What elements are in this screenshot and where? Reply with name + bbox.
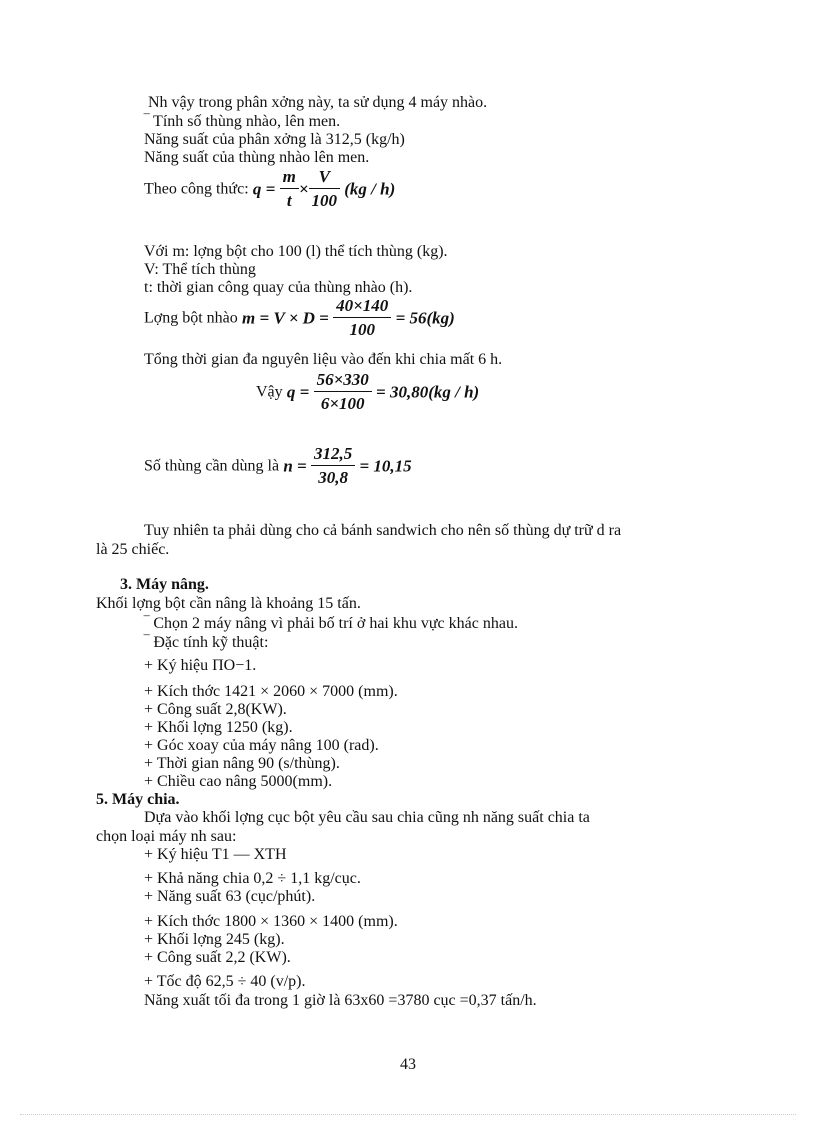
spec-item: + Kích thớc 1421 × 2060 × 7000 (mm). xyxy=(144,683,398,700)
formula-lhs: q = xyxy=(286,382,310,402)
text-line: ‾ Tính số thùng nhào, lên men. xyxy=(144,113,341,130)
spec-item: + Chiều cao nâng 5000(mm). xyxy=(144,773,333,790)
formula-unit: (kg / h) xyxy=(344,179,396,199)
formula-label: Lợng bột nhào xyxy=(144,309,238,327)
text-line: là 25 chiếc. xyxy=(96,541,170,558)
fraction-numerator: m xyxy=(280,166,299,189)
text-line: Dựa vào khối lợng cục bột yêu cầu sau chia cũng nh năng suất chia ta xyxy=(144,809,590,826)
text-line: chọn loại máy nh sau: xyxy=(96,828,237,845)
text-line: Năng suất của thùng nhào lên men. xyxy=(144,149,370,166)
spec-item: + Khối lợng 1250 (kg). xyxy=(144,719,293,736)
text-line: Năng xuất tối đa trong 1 giờ là 63x60 =3780 cục =0,37 tấn/h. xyxy=(144,992,537,1009)
formula-rhs: = 10,15 xyxy=(359,456,412,476)
spec-item: + Năng suất 63 (cục/phút). xyxy=(144,888,316,905)
formula-q-result xyxy=(256,369,479,416)
formula-label: Vậy xyxy=(256,383,283,401)
formula-label: Số thùng cần dùng là xyxy=(144,457,280,475)
fraction-denominator: 100 xyxy=(349,320,375,339)
formula-rhs: = 30,80(kg / h) xyxy=(376,382,480,402)
spec-item: + Công suất 2,2 (KW). xyxy=(144,949,291,966)
section-heading: 3. Máy nâng. xyxy=(120,576,209,593)
fraction-numerator: 312,5 xyxy=(311,443,355,466)
spec-item: + Tốc độ 62,5 ÷ 40 (v/p). xyxy=(144,973,306,990)
fraction-numerator: V xyxy=(309,166,341,189)
spec-item: + Thời gian nâng 90 (s/thùng). xyxy=(144,755,340,772)
formula-lhs: n = xyxy=(283,456,307,476)
fraction-numerator: 40×140 xyxy=(333,295,391,318)
fraction-denominator: 6×100 xyxy=(320,394,365,413)
text-line: t: thời gian công quay của thùng nhào (h). xyxy=(144,279,413,296)
text-line: Nh vậy trong phân xởng này, ta sử dụng 4 máy nhào. xyxy=(148,94,488,111)
formula-label: Theo công thức: xyxy=(144,180,249,198)
text-line: ‾ Chọn 2 máy nâng vì phải bố trí ở hai khu vực khác nhau. xyxy=(144,615,518,632)
formula-dough-mass xyxy=(144,295,455,342)
spec-item: + Góc xoay của máy nâng 100 (rad). xyxy=(144,737,379,754)
fraction xyxy=(311,443,355,490)
fraction xyxy=(314,369,372,416)
formula-rhs: = 56(kg) xyxy=(395,308,455,328)
spec-item: + Ký hiệu T1 — XTH xyxy=(144,846,287,863)
fraction-denominator: 100 xyxy=(311,191,337,210)
text-line: Tuy nhiên ta phải dùng cho cả bánh sandwich cho nên số thùng dự trữ d ra xyxy=(144,522,622,539)
text-line: ‾ Đặc tính kỹ thuật: xyxy=(144,634,269,651)
spec-item: + Ký hiệu ПО−1. xyxy=(144,657,257,674)
text-line: Tổng thời gian đa nguyên liệu vào đến khi chia mất 6 h. xyxy=(144,351,503,368)
fraction-denominator: t xyxy=(286,191,292,210)
spec-item: + Kích thớc 1800 × 1360 × 1400 (mm). xyxy=(144,913,398,930)
fraction xyxy=(333,295,391,342)
page-number: 43 xyxy=(400,1056,416,1073)
section-heading: 5. Máy chia. xyxy=(96,791,180,808)
text-line: V: Thể tích thùng xyxy=(144,261,256,278)
formula-lhs: q = xyxy=(252,179,276,199)
fraction-numerator: 56×330 xyxy=(314,369,372,392)
spec-item: + Khối lợng 245 (kg). xyxy=(144,931,285,948)
formula-lhs: m = V × D = xyxy=(242,308,329,328)
footer-divider xyxy=(20,1114,796,1115)
formula-tank-count xyxy=(144,443,412,490)
spec-item: + Công suất 2,8(KW). xyxy=(144,701,287,718)
text-line: Khối lợng bột cần nâng là khoảng 15 tấn. xyxy=(96,595,361,612)
formula-productivity xyxy=(144,166,395,213)
fraction xyxy=(309,166,341,213)
times-sign: × xyxy=(298,179,309,199)
spec-item: + Khả năng chia 0,2 ÷ 1,1 kg/cục. xyxy=(144,870,361,887)
text-line: Năng suất của phân xởng là 312,5 (kg/h) xyxy=(144,131,405,148)
fraction xyxy=(280,166,299,213)
fraction-denominator: 30,8 xyxy=(318,468,348,487)
text-line: Với m: lợng bột cho 100 (l) thể tích thùng (kg). xyxy=(144,243,448,260)
